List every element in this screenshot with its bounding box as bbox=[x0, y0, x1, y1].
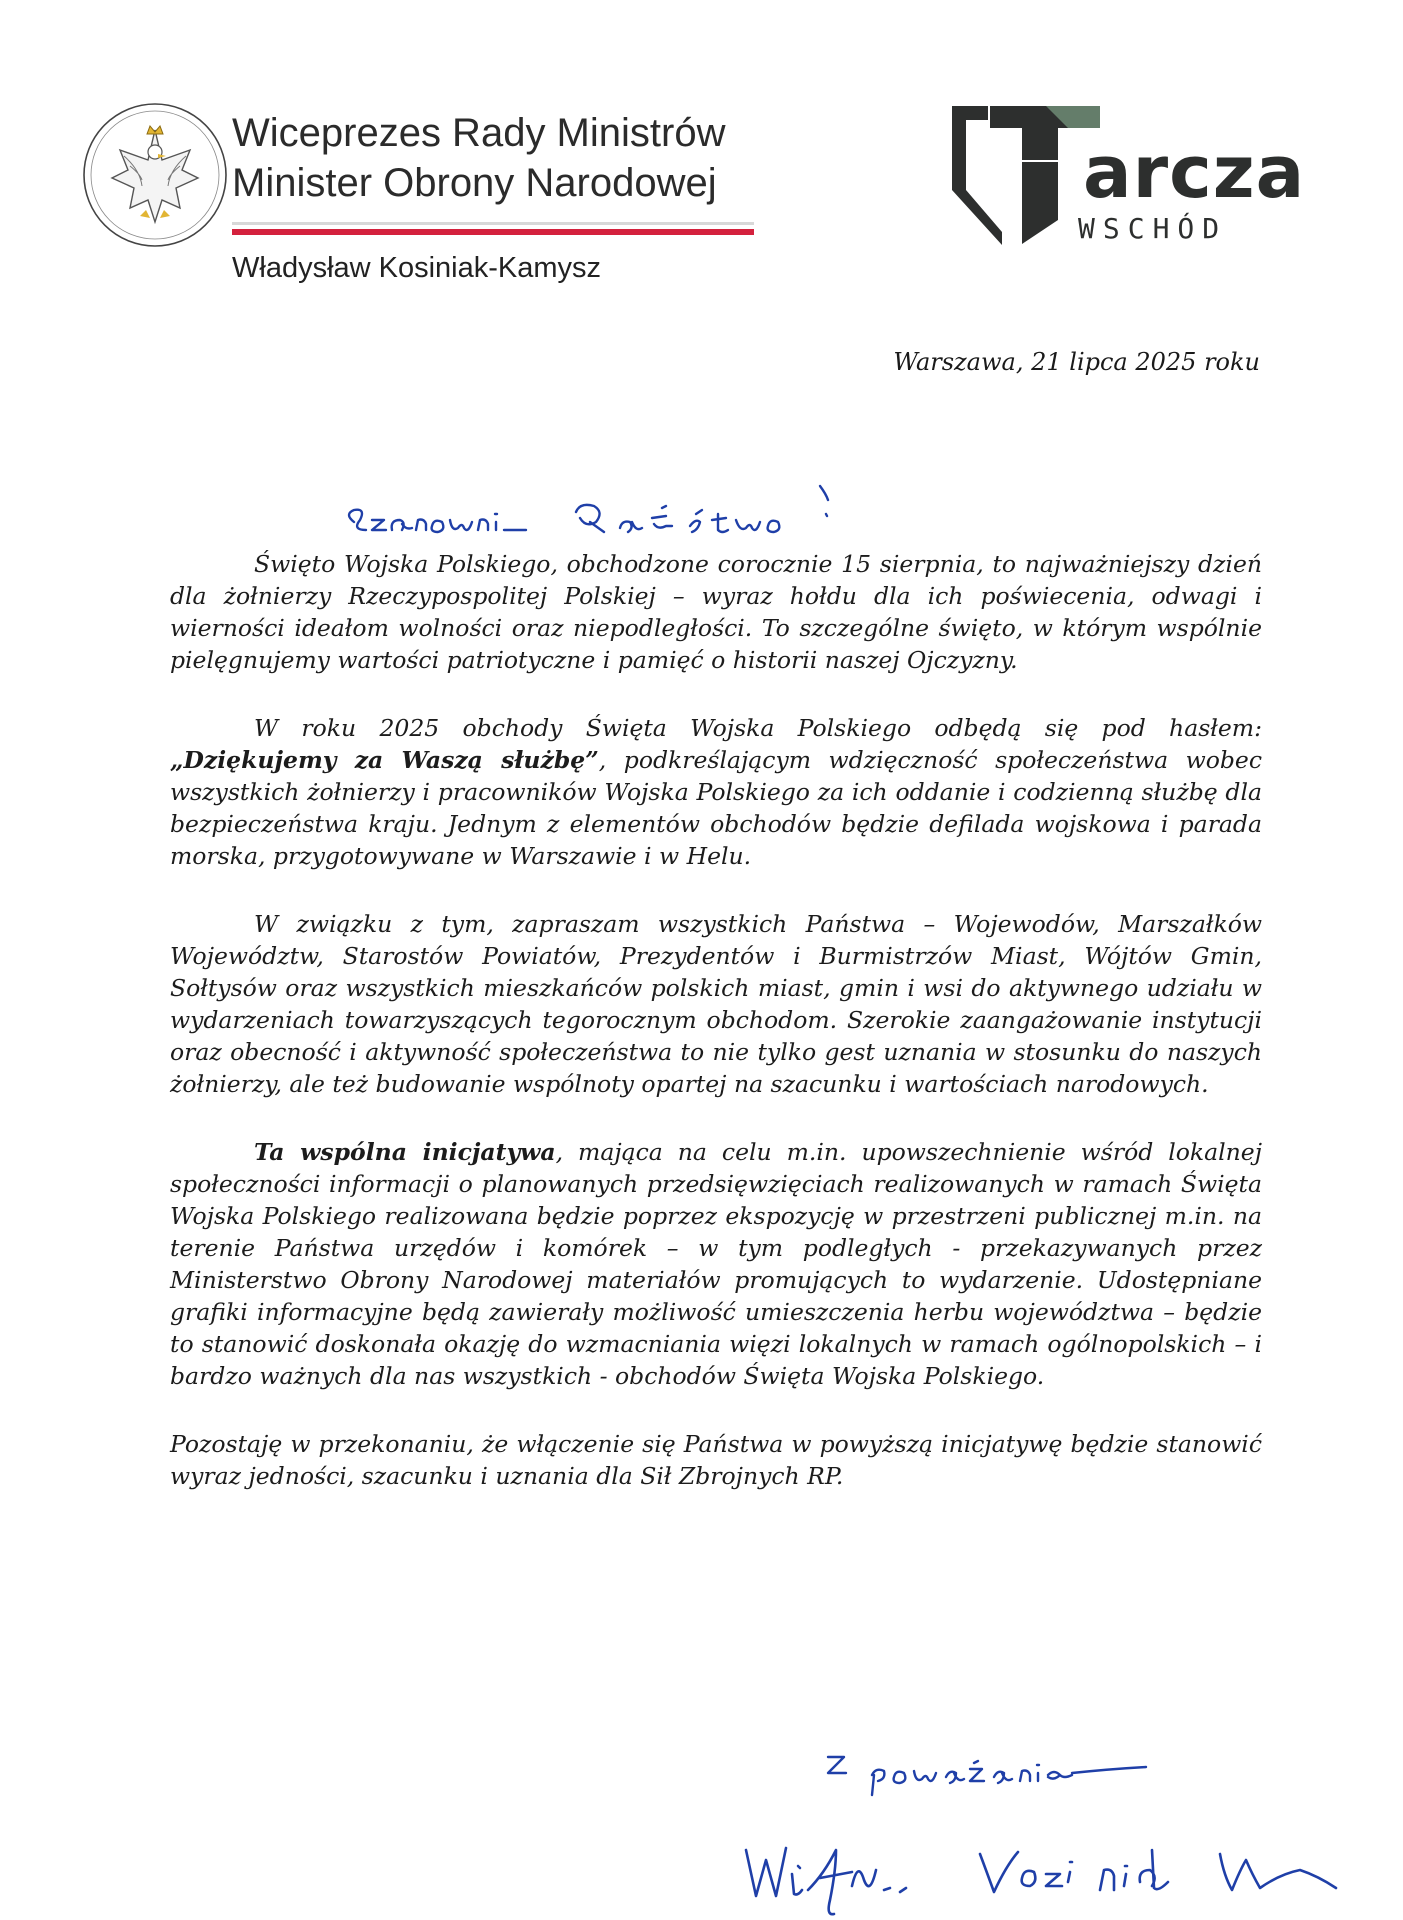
paragraph-2: W roku 2025 obchody Święta Wojska Polskiego odbędą się pod hasłem: „Dziękujemy za Waszą służbę”, podkreślającym wdzięczność społeczeństwa wobec wszystkich żołnierzy i pracowników Wojska Polskiego za ich oddanie i codzienną służbę dla bezpieczeństwa kraju. Jednym z elementów obchodów będzie defilada wojskowa i parada morska, przygotowywane w Warszawie i w Helu. bbox=[170, 714, 1263, 870]
flag-stripe bbox=[232, 222, 754, 235]
header-title-line2: Minister Obrony Narodowej bbox=[232, 161, 717, 205]
paragraph-4: Ta wspólna inicjatywa, mająca na celu m.in. upowszechnienie wśród lokalnej społeczności informacji o planowanych przedsięwzięciach realizowanych w ramach Święta Wojska Polskiego realizowana będzie poprzez ekspozycję w przestrzeni publicznej m.in. na terenie Państwa urzędów i komórek – w tym podległych - przekazywanych przez Ministerstwo Obrony Narodowej materiałów promujących to wydarzenie. Udostępniane grafiki informacyjne będą zawierały możliwość umieszczenia herbu województwa – będzie to stanowić doskonała okazję do wzmacniania więzi lokalnych w ramach ogólnopolskich – i bardzo ważnych dla nas wszystkich - obchodów Święta Wojska Polskiego. bbox=[170, 1138, 1262, 1390]
signature bbox=[740, 1830, 1340, 1920]
letter-body bbox=[170, 548, 1262, 1528]
letter-date: Warszawa, 21 lipca 2025 roku bbox=[893, 348, 1260, 376]
ministry-eagle-emblem-icon bbox=[80, 100, 230, 250]
initiative-label: Ta wspólna inicjatywa bbox=[254, 1138, 556, 1166]
header-title bbox=[232, 108, 725, 208]
paragraph-1: Święto Wojska Polskiego, obchodzone corocznie 15 sierpnia, to najważniejszy dzień dla żołnierzy Rzeczypospolitej Polskiej – wyraz hołdu dla ich poświecenia, odwagi i wierności ideałom wolności oraz niepodległości. To szczególne święto, w którym wspólnie pielęgnujemy wartości patriotyczne i pamięć o historii naszej Ojczyzny. bbox=[170, 550, 1262, 674]
header-title-line1: Wiceprezes Rady Ministrów bbox=[232, 111, 726, 155]
slogan: „Dziękujemy za Waszą służbę” bbox=[170, 746, 599, 774]
logo-subword: WSCHÓD bbox=[1078, 212, 1228, 245]
handwritten-closing bbox=[810, 1745, 1170, 1815]
minister-name: Władysław Kosiniak-Kamysz bbox=[232, 252, 602, 284]
paragraph-5: Pozostaję w przekonaniu, że włączenie się Państwa w powyższą inicjatywę będzie stanowić wyraz jedności, szacunku i uznania dla Sił Zbrojnych RP. bbox=[170, 1430, 1262, 1490]
logo-word: arcza bbox=[1083, 130, 1306, 214]
paragraph-3: W związku z tym, zapraszam wszystkich Państwa – Wojewodów, Marszałków Województw, Starostów Powiatów, Prezydentów i Burmistrzów Miast, Wójtów Gmin, Sołtysów oraz wszystkich mieszkańców polskich miast, gmin i wsi do aktywnego udziału w wydarzeniach towarzyszących tegorocznym obchodom. Szerokie zaangażowanie instytucji oraz obecność i aktywność społeczeństwa to nie tylko gest uznania w stosunku do naszych żołnierzy, ale też budowanie wspólnoty opartej na szacunku i wartościach narodowych. bbox=[170, 910, 1262, 1098]
